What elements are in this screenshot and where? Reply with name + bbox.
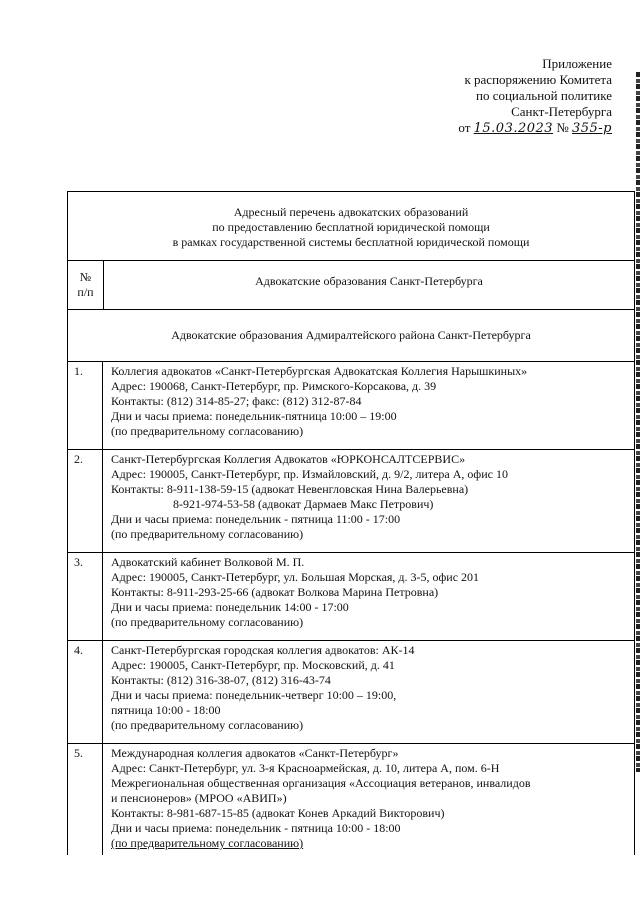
entry-line: Адвокатский кабинет Волковой М. П.: [111, 555, 305, 569]
table-header-row: [68, 261, 634, 310]
appendix-line-3: по социальной политике: [476, 88, 612, 103]
entry-line: Адрес: 190005, Санкт-Петербург, ул. Большая Морская, д. 3-5, офис 201: [111, 570, 480, 584]
entry-line: Контакты: 8-911-138-59-15 (адвокат Невенгловская Нина Валерьевна): [111, 482, 469, 496]
entry-line: Международная коллегия адвокатов «Санкт-Петербург»: [111, 746, 399, 760]
entry-number: 3.: [68, 553, 103, 640]
entry-line: (по предварительному согласованию): [111, 615, 304, 629]
title-line-1: Адресный перечень адвокатских образований: [233, 205, 469, 219]
entry-line: (по предварительному согласованию): [111, 527, 304, 541]
table-row: [68, 744, 634, 855]
appendix-line-2: к распоряжению Комитета: [464, 72, 612, 87]
column-number-label-2: п/п: [77, 285, 94, 299]
column-number-label-1: №: [79, 270, 92, 284]
entry-line: 8-921-974-53-58 (адвокат Дармаев Макс Петрович): [173, 497, 434, 511]
entry-line: Адрес: Санкт-Петербург, ул. 3-я Красноармейская, д. 10, литера А, пом. 6-Н: [111, 761, 500, 775]
handwritten-date: 15.03.2023: [473, 121, 554, 136]
entry-number: 5.: [68, 744, 103, 855]
entry-line: Санкт-Петербургская Коллегия Адвокатов «ЮРКОНСАЛТСЕРВИС»: [111, 452, 466, 466]
entry-line: Адрес: 190005, Санкт-Петербург, пр. Измайловский, д. 9/2, литера А, офис 10: [111, 467, 508, 481]
column-name-header: Адвокатские образования Санкт-Петербурга: [255, 274, 483, 288]
date-prefix: от: [458, 120, 471, 135]
entry-line: Межрегиональная общественная организация «Ассоциация ветеранов, инвалидов: [111, 776, 531, 790]
entry-details: [103, 362, 634, 449]
entry-line: и пенсионеров» (МРОО «АВИП»): [111, 791, 287, 805]
table-row: [68, 553, 634, 641]
lawyers-table: [67, 191, 635, 855]
entry-line: Контакты: (812) 316-38-07, (812) 316-43-74: [111, 673, 331, 687]
entry-details: [103, 553, 634, 640]
entry-line: Контакты: 8-981-687-15-85 (адвокат Конев Аркадий Викторович): [111, 806, 445, 820]
number-prefix: №: [556, 120, 569, 135]
entry-line: (по предварительному согласованию): [111, 836, 304, 850]
entry-number: 4.: [68, 641, 103, 743]
district-heading: Адвокатские образования Адмиралтейского района Санкт-Петербурга: [68, 310, 634, 362]
entry-line: Дни и часы приема: понедельник-четверг 10:00 – 19:00,: [111, 688, 397, 702]
table-title: [68, 192, 634, 261]
table-row: [68, 362, 634, 450]
entry-line: Дни и часы приема: понедельник - пятница 11:00 - 17:00: [111, 512, 401, 526]
entry-number: 1.: [68, 362, 103, 449]
entry-details: [103, 641, 634, 743]
column-number-header: [68, 261, 104, 309]
entry-line: Дни и часы приема: понедельник - пятница 10:00 - 18:00: [111, 821, 401, 835]
entry-details: [103, 450, 634, 552]
entry-number: 2.: [68, 450, 103, 552]
entry-line: Контакты: 8-911-293-25-66 (адвокат Волкова Марина Петровна): [111, 585, 439, 599]
entry-line: Адрес: 190005, Санкт-Петербург, пр. Московский, д. 41: [111, 658, 395, 672]
entry-line: Дни и часы приема: понедельник 14:00 - 17:00: [111, 600, 349, 614]
appendix-line-1: Приложение: [542, 56, 612, 71]
entry-line: Санкт-Петербургская городская коллегия адвокатов: АК-14: [111, 643, 415, 657]
entry-line: Дни и часы приема: понедельник-пятница 10:00 – 19:00: [111, 409, 397, 423]
entry-details: [103, 744, 634, 855]
entry-line: пятница 10:00 - 18:00: [111, 703, 221, 717]
table-row: [68, 450, 634, 553]
title-line-3: в рамках государственной системы бесплатной юридической помощи: [172, 235, 530, 249]
page-edge-mark: [636, 72, 640, 772]
title-line-2: по предоставлению бесплатной юридической помощи: [212, 220, 490, 234]
entry-line: (по предварительному согласованию): [111, 424, 304, 438]
appendix-line-4: Санкт-Петербурга: [511, 104, 612, 119]
appendix-date-line: [382, 120, 612, 137]
table-row: [68, 641, 634, 744]
entry-line: Адрес: 190068, Санкт-Петербург, пр. Римского-Корсакова, д. 39: [111, 379, 437, 393]
appendix-header: [382, 56, 612, 137]
entry-line: (по предварительному согласованию): [111, 718, 304, 732]
entry-line: Контакты: (812) 314-85-27; факс: (812) 312-87-84: [111, 394, 362, 408]
entry-line: Коллегия адвокатов «Санкт-Петербургская Адвокатская Коллегия Нарышкиных»: [111, 364, 528, 378]
handwritten-number: 355-р: [571, 121, 612, 136]
